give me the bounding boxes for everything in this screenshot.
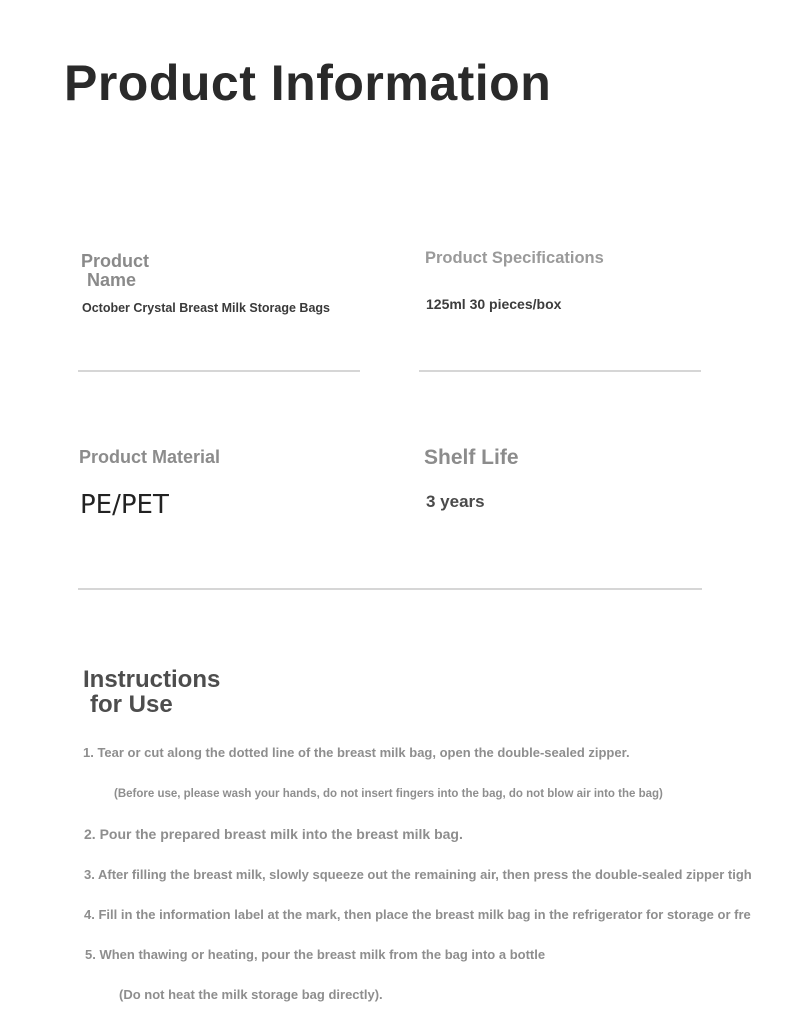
instruction-step-3: 3. After filling the breast milk, slowly squeeze out the remaining air, then press the double-sealed zipper tigh [84, 867, 752, 882]
instructions-heading-line2: for Use [90, 691, 173, 718]
divider-material-shelf [78, 588, 702, 590]
shelf-life-label: Shelf Life [424, 446, 519, 469]
instruction-step-5-note: (Do not heat the milk storage bag directly). [119, 987, 383, 1002]
page-title: Product Information [64, 55, 552, 111]
product-specifications-value: 125ml 30 pieces/box [426, 296, 562, 312]
product-name-value: October Crystal Breast Milk Storage Bags [82, 301, 330, 315]
instructions-heading-line1: Instructions [83, 666, 221, 693]
product-name-label-line1: Product [81, 251, 150, 271]
instructions-heading [83, 667, 220, 717]
shelf-life-value: 3 years [426, 492, 485, 511]
instruction-step-5: 5. When thawing or heating, pour the breast milk from the bag into a bottle [85, 947, 546, 962]
divider-specifications [419, 370, 701, 372]
instruction-step-2: 2. Pour the prepared breast milk into the breast milk bag. [84, 826, 463, 842]
instruction-step-1-note: (Before use, please wash your hands, do not insert fingers into the bag, do not blow air into the bag) [114, 788, 663, 800]
product-material-value: PE/PET [80, 490, 169, 520]
product-name-label [81, 252, 149, 290]
product-specifications-label: Product Specifications [425, 249, 604, 267]
instruction-step-1: 1. Tear or cut along the dotted line of the breast milk bag, open the double-sealed zipper. [83, 745, 630, 760]
divider-name [78, 370, 360, 372]
product-material-label: Product Material [79, 447, 221, 467]
instruction-step-4: 4. Fill in the information label at the mark, then place the breast milk bag in the refrigerator for storage or fre [84, 907, 751, 922]
product-name-label-line2: Name [87, 270, 137, 290]
